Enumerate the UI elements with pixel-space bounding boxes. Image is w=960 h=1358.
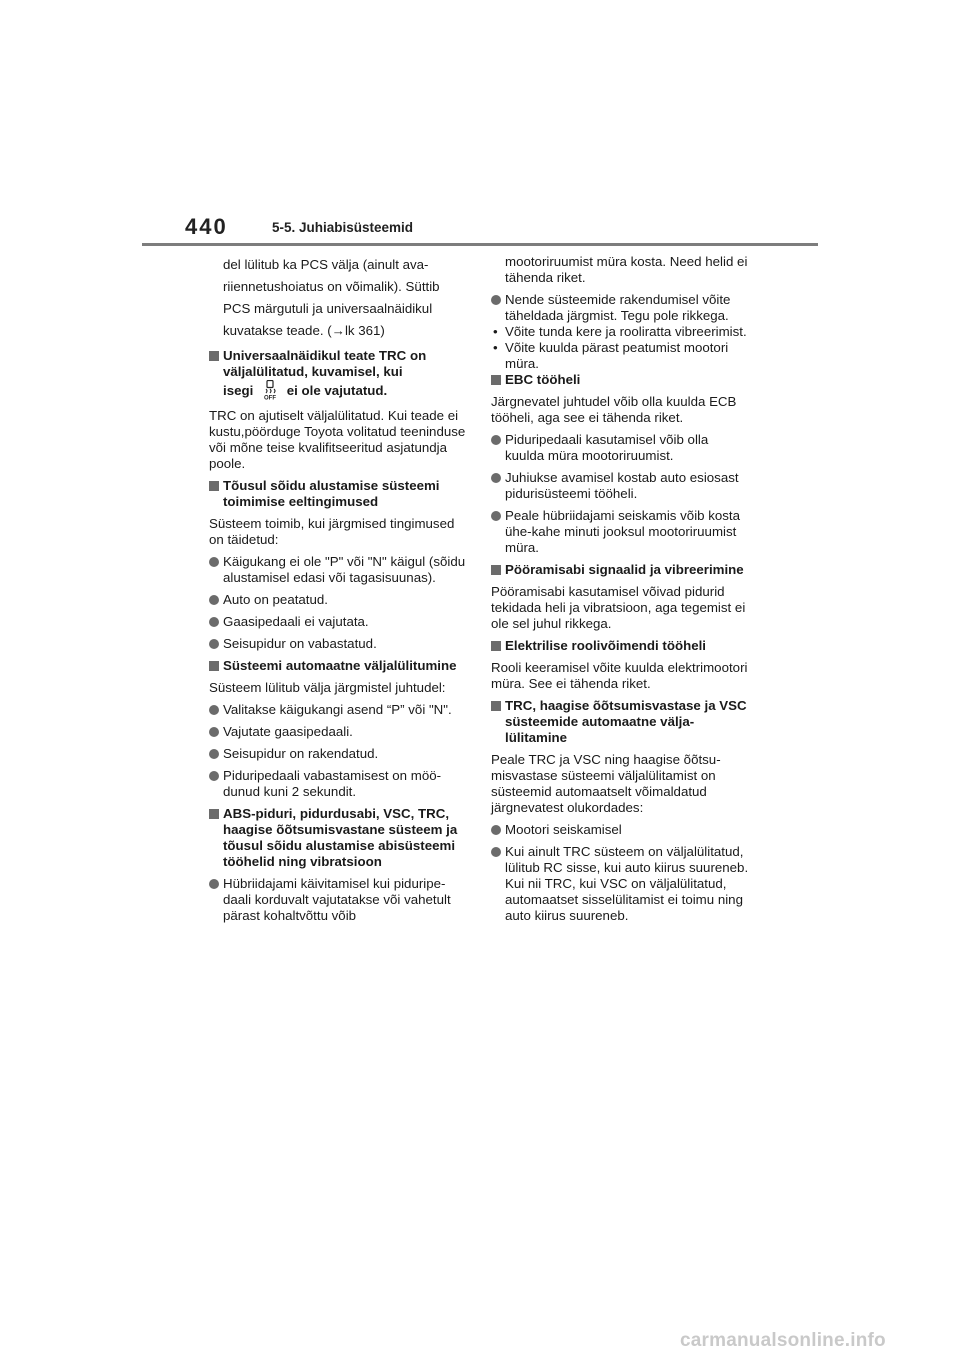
- list-item: Piduripedaali vabastamisest on möödunud kuni 2 sekundit.: [209, 768, 467, 800]
- paragraph: Süsteem toimib, kui järgmised tingimused on täidetud:: [209, 516, 455, 547]
- page-link[interactable]: lk 361): [344, 323, 385, 338]
- list-item: Gaasipedaali ei vajutata.: [209, 614, 467, 630]
- heading-auto-reenable: TRC, haagise õõtsumisvastase ja VSC süsteemide automaatne väljalülitamine: [491, 698, 749, 746]
- heading-abs-sounds: ABS-piduri, pidurdusabi, VSC, TRC, haagise õõtsumisvastane süsteem ja tõusul sõidu alustamise abisüsteemi tööhelid ning vibratsioon: [209, 806, 467, 870]
- paragraph: TRC on ajutiselt väljalülitatud. Kui teade ei kustu,pöörduge Toyota volitatud teeninduse või mõne teise kvalifitseeritud asjatundja poole.: [209, 408, 466, 471]
- list-item: Peale hübriidajami seiskamis võib kosta ühe-kahe minuti jooksul mootoriruumist müra.: [491, 508, 749, 556]
- header-rule: [142, 243, 818, 246]
- heading-hill-start: Tõusul sõidu alustamise süsteemi toimimise eeltingimused: [209, 478, 467, 510]
- heading-turn-assist: Pööramisabi signaalid ja vibreerimine: [491, 562, 749, 578]
- list-item: Seisupidur on vabastatud.: [209, 636, 467, 652]
- list-item: Juhiukse avamisel kostab auto esiosast pidurisüsteemi tööheli.: [491, 470, 749, 502]
- heading-auto-off: Süsteemi automaatne väljalülitumine: [209, 658, 467, 674]
- paragraph: Peale TRC ja VSC ning haagise õõtsumisvastase süsteemi väljalülitamist on süsteemid automaatselt võimaldatud järgnevatest olukordades:: [491, 752, 721, 815]
- paragraph: Pööramisabi kasutamisel võivad pidurid tekidada heli ja vibratsioon, aga tegemist ei ole sel juhul rikkega.: [491, 584, 746, 631]
- sub-list-item: • Võite tunda kere ja rooliratta vibreerimist.: [491, 324, 749, 340]
- list-item: Vajutate gaasipedaali.: [209, 724, 467, 740]
- list-item: Seisupidur on rakendatud.: [209, 746, 467, 762]
- list-item: Kui ainult TRC süsteem on väljalülitatud, lülitub RC sisse, kui auto kiirus suureneb. Kui nii TRC, kui VSC on väljalülitatud, automaatset sisselülitamist ei toimu ning auto kiirus suureneb.: [491, 844, 749, 924]
- paragraph-continued: mootoriruumist müra kosta. Need helid ei tähenda riket.: [505, 254, 748, 285]
- list-item: Käigukang ei ole "P" või "N" käigul (sõidu alustamisel edasi või tagasisuunas).: [209, 554, 467, 586]
- list-item: Valitakse käigukangi asend “P” või "N".: [209, 702, 467, 718]
- paragraph: Järgnevatel juhtudel võib olla kuulda ECB tööheli, aga see ei tähenda riket.: [491, 394, 737, 425]
- left-column: [209, 254, 467, 930]
- trc-off-icon: [261, 380, 279, 400]
- list-item: Auto on peatatud.: [209, 592, 467, 608]
- paragraph: Rooli keeramisel võite kuulda elektrimootori müra. See ei tähenda riket.: [491, 660, 748, 691]
- watermark: carmanualsonline.info: [680, 1330, 886, 1351]
- list-item: Hübriidajami käivitamisel kui piduripedaali korduvalt vajutatakse või vahetult pärast kohaltvõttu võib: [209, 876, 467, 924]
- list-item: Nende süsteemide rakendumisel võite täheldada järgmist. Tegu pole rikkega.: [491, 292, 749, 324]
- svg-text:OFF: OFF: [264, 395, 277, 400]
- page-number: 440: [185, 214, 228, 239]
- heading-ebc-sound: EBC tööheli: [491, 372, 749, 388]
- right-column: [491, 254, 749, 930]
- heading-trc-message: Universaalnäidikul teate TRC on väljalülitatud, kuvamisel, kui isegi OFF ei ole vajutatud.: [209, 348, 467, 402]
- arrow-icon: →: [331, 323, 345, 338]
- list-item: Piduripedaali kasutamisel võib olla kuulda müra mootoriruumist.: [491, 432, 749, 464]
- list-item: Mootori seiskamisel: [491, 822, 749, 838]
- sub-list-item: • Võite kuulda pärast peatumist mootori müra.: [491, 340, 749, 372]
- section-title: 5-5. Juhiabisüsteemid: [272, 220, 414, 235]
- intro-paragraph: del lülitub ka PCS välja (ainult avariiennetushoiatus on võimalik). Süttib PCS märgutuli ja universaalnäidikul kuvatakse teade. (→lk 361): [223, 257, 440, 338]
- heading-eps-sound: Elektrilise roolivõimendi tööheli: [491, 638, 749, 654]
- paragraph: Süsteem lülitub välja järgmistel juhtudel:: [209, 680, 446, 695]
